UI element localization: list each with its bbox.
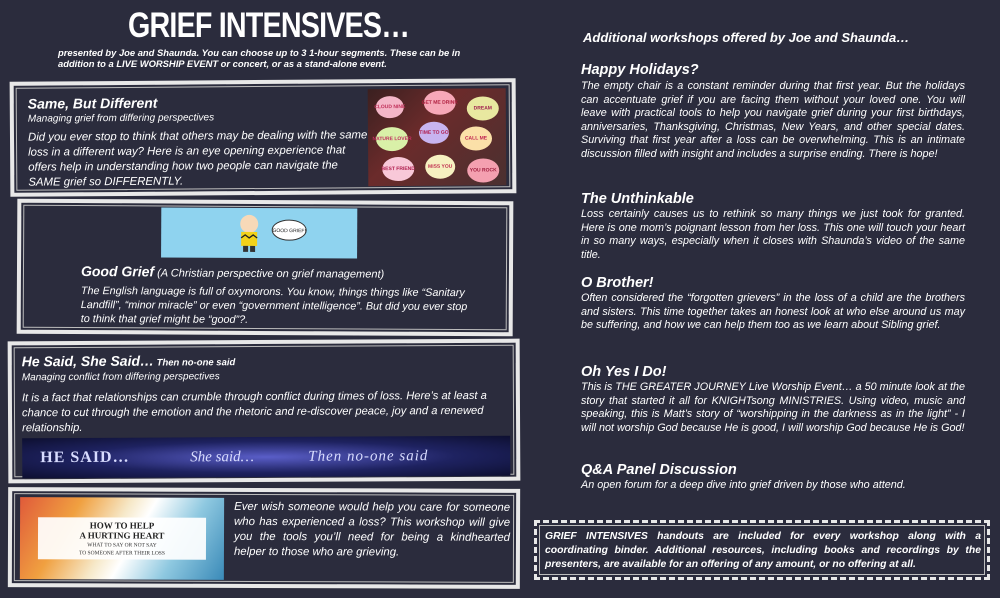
charlie-brown-svg: [161, 207, 357, 258]
same-but-different-subtitle: Managing grief from differing perspectives: [27, 112, 215, 125]
hurting-heart-box: [8, 487, 520, 589]
banner-she-said: She said…: [190, 449, 255, 466]
he-said-subtitle: Managing conflict from differing perspectives: [21, 371, 220, 384]
img-line-1: HOW TO HELP: [89, 520, 155, 531]
img-line-2: A HURTING HEART: [79, 530, 165, 541]
good-grief-title: Good Grief: [80, 263, 155, 280]
heart-text: NATURE LOVER: [372, 135, 412, 143]
footer-note-box: [534, 520, 990, 580]
banner-no-one-said: Then no-one said: [308, 448, 429, 465]
he-said-title: He Said, She Said…: [21, 352, 155, 370]
hurting-heart-body: Ever wish someone would help you care for someone who has experienced a loss? This workshop will give you the tools you’ll need for being a kindhearted helper to those who are grieving.: [233, 500, 511, 559]
item-body-qa-panel: An open forum for a deep dive into grief driven by those who attend.: [581, 479, 906, 491]
he-said-title-note: Then no-one said: [153, 357, 236, 369]
same-but-different-body: Did you ever stop to think that others may be dealing with the same loss in a different way? Here is an eye opening experience that offers help in understanding how two people can navigate the SAME grief so DIFFERENTLY.: [27, 129, 368, 189]
good-grief-body: The English language is full of oxymorons. You know, things things like “Sanitary Landfill”, “minor miracle” or even “government intelligence”. But did you ever stop to think that grief might be “good”?.: [80, 285, 468, 326]
item-body-oh-yes-i-do: This is THE GREATER JOURNEY Live Worship Event… a 50 minute look at the story that started it all for KNIGHTsong MINISTRIES. Using video, music and speaking, this is Matt’s story of “worshipping in the darkness as in the light” - I will not worship God because He is good, I will worship God because He is God!: [581, 381, 965, 434]
item-title-oh-yes-i-do: Oh Yes I Do!: [581, 364, 667, 380]
item-body-happy-holidays: The empty chair is a constant reminder during that first year. But the holidays can accentuate grief if you are facing them without your loved one. You will leave with practical tools to help you navigate grief during your first birthdays, anniversaries, Thanksgiving, Christmas, New Years, and other special dates. Surviving that first year after a loss can be overwhelming. This is an intimate discussion filled with insight and includes a surprise ending. There is hope!: [581, 80, 965, 160]
same-but-different-box: [10, 78, 517, 197]
charlie-brown-image: [161, 207, 357, 258]
img-line-3: WHAT TO SAY OR NOT SAY: [87, 542, 157, 549]
heart-text: TIME TO GO: [419, 129, 449, 136]
candy-hearts-svg: [368, 88, 507, 186]
he-said-heading: [22, 352, 236, 371]
heart-text: CLOUD NINE: [374, 104, 406, 111]
same-but-different-title: Same, But Different: [27, 94, 158, 112]
item-title-happy-holidays: Happy Holidays?: [581, 62, 699, 78]
speech-bubble-text: GOOD GRIEF!: [272, 228, 306, 235]
hurting-heart-image: [20, 497, 224, 580]
footer-note: GRIEF INTENSIVES handouts are included for every workshop along with a coordinating binder. Additional resources, including books and recordings by the presenters, are available for an offering of any amount, or no offering at all.: [545, 531, 981, 570]
heart-text: MISS YOU: [428, 163, 453, 170]
page-subtitle: presented by Joe and Shaunda. You can choose up to 3 1-hour segments. These can be in addition to a LIVE WORSHIP EVENT or concert, or as a stand-alone event.: [58, 47, 461, 69]
banner-he-said: HE SAID…: [40, 448, 130, 467]
page-title: GRIEF INTENSIVES…: [128, 6, 410, 45]
good-grief-heading: [81, 263, 384, 283]
right-heading: Additional workshops offered by Joe and Shaunda…: [583, 30, 910, 45]
item-body-unthinkable: Loss certainly causes us to rethink so many things we just took for granted. Here is one mom’s poignant lesson from her loss. This one will touch your heart in so many ways, especially when it closes with Shaunda’s video of the same title.: [581, 208, 965, 261]
good-grief-title-note: (A Christian perspective on grief management): [154, 267, 385, 281]
he-said-body: It is a fact that relationships can crumble through conflict during times of loss. Here’s at least a chance to cut through the emotion and the rhetoric and re-discover peace, joy and a renewed relationship.: [21, 389, 487, 435]
he-said-she-said-box: [8, 339, 521, 484]
heart-text: YOU ROCK: [469, 167, 497, 174]
item-title-qa-panel: Q&A Panel Discussion: [581, 462, 737, 478]
item-title-unthinkable: The Unthinkable: [581, 191, 694, 207]
img-line-4: TO SOMEONE AFTER THEIR LOSS: [78, 550, 165, 557]
item-body-o-brother: Often considered the “forgotten grievers” in the loss of a child are the brothers and sisters. This time together takes an honest look at who else around us may be suffering, and how we can help them too as we learn about Sibling grief.: [581, 292, 965, 332]
candy-hearts-image: [368, 88, 507, 186]
good-grief-box: [17, 199, 514, 337]
heart-text: GET ME DRINK: [421, 99, 458, 106]
item-title-o-brother: O Brother!: [581, 275, 654, 291]
heart-text: CALL ME: [464, 135, 488, 142]
heart-text: DREAM: [473, 105, 492, 112]
heart-text: BEST FRIEND: [381, 165, 415, 173]
he-said-banner-image: [22, 436, 510, 479]
